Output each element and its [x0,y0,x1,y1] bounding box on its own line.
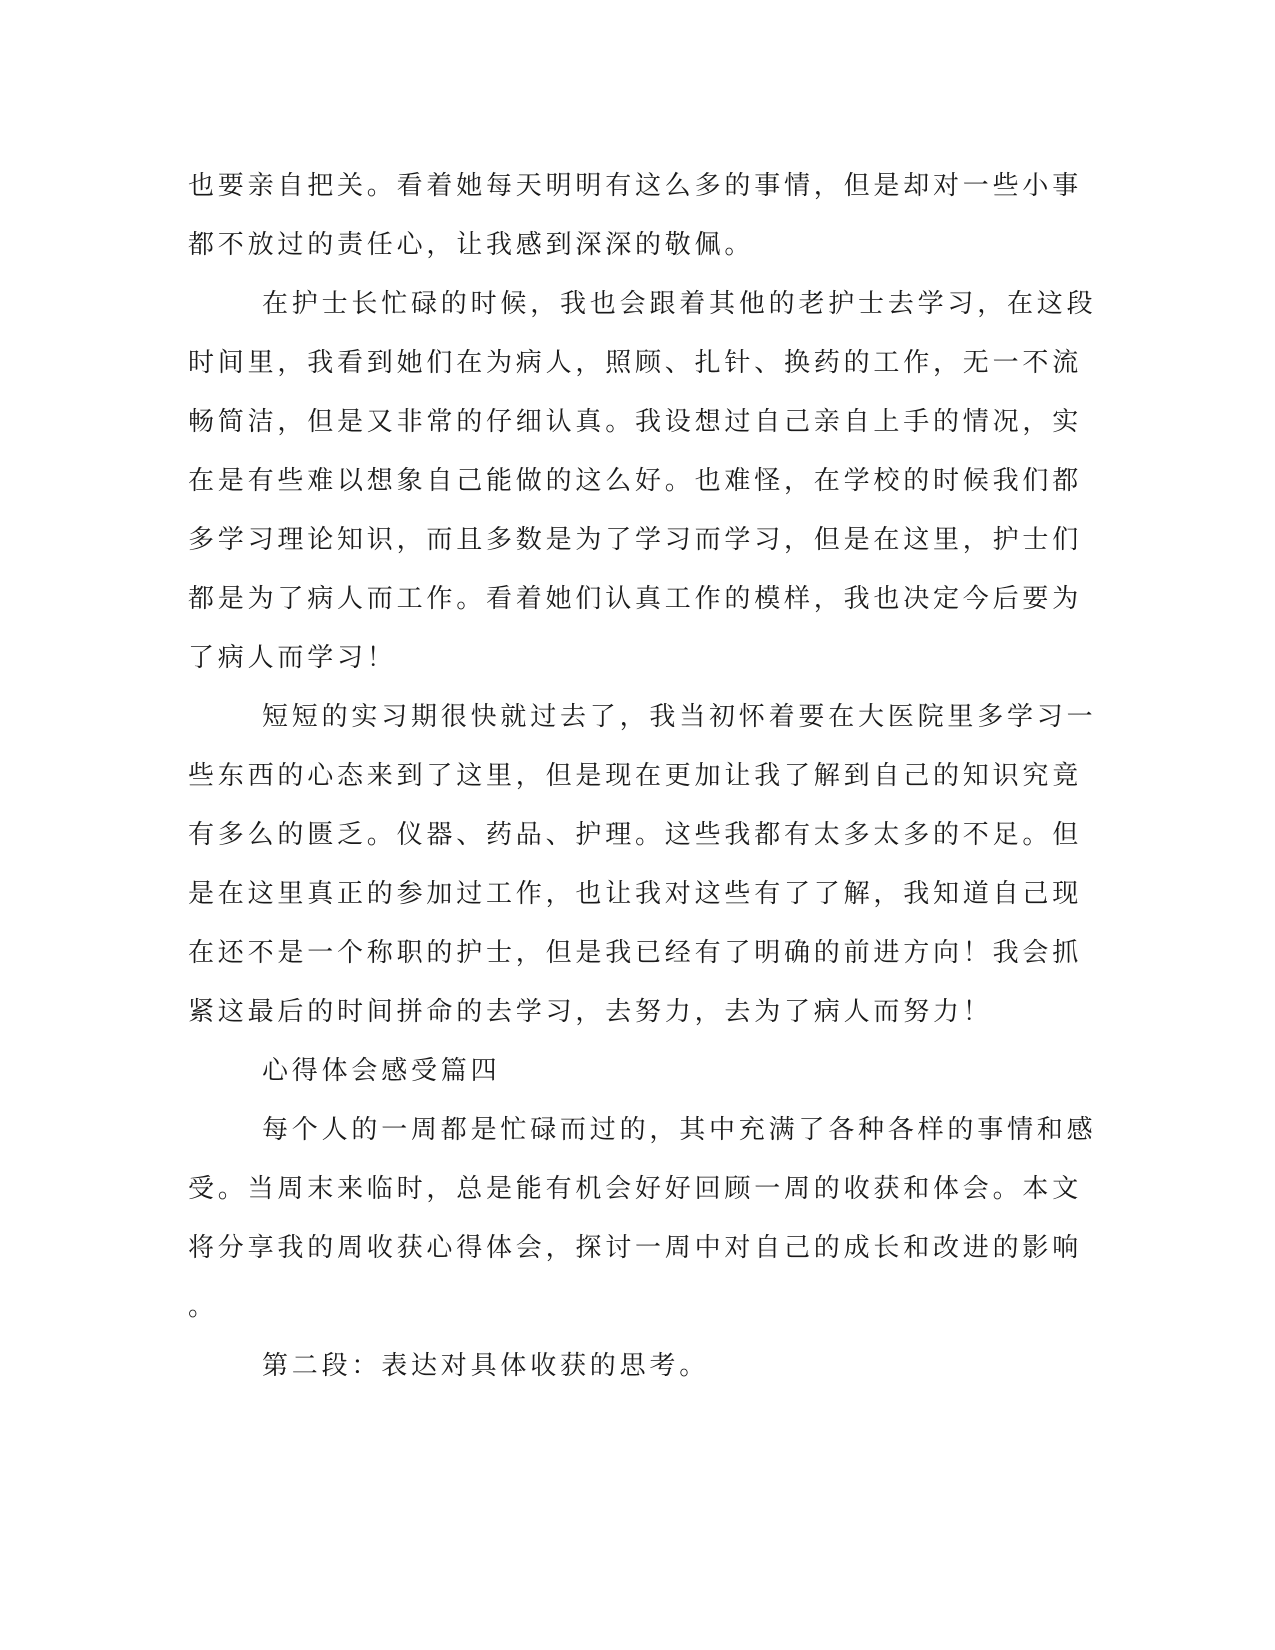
paragraph-line: 了病人而学习！ [188,643,397,673]
paragraph-line: 。 [188,1292,218,1322]
paragraph-line: 是在这里真正的参加过工作，也让我对这些有了了解，我知道自己现 [188,879,1083,909]
section-heading: 心得体会感受篇四 [262,1056,501,1086]
paragraph-line: 在是有些难以想象自己能做的这么好。也难怪，在学校的时候我们都 [188,466,1083,496]
paragraph-line: 受。当周末来临时，总是能有机会好好回顾一周的收获和体会。本文 [188,1174,1083,1204]
paragraph-line: 将分享我的周收获心得体会，探讨一周中对自己的成长和改进的影响 [188,1233,1083,1263]
paragraph-line: 在还不是一个称职的护士，但是我已经有了明确的前进方向！我会抓 [188,938,1083,968]
paragraph-line: 时间里，我看到她们在为病人，照顾、扎针、换药的工作，无一不流 [188,348,1083,378]
paragraph-line: 都是为了病人而工作。看着她们认真工作的模样，我也决定今后要为 [188,584,1083,614]
paragraph-line: 有多么的匮乏。仪器、药品、护理。这些我都有太多太多的不足。但 [188,820,1083,850]
paragraph-line: 短短的实习期很快就过去了，我当初怀着要在大医院里多学习一 [262,702,1097,732]
paragraph-line: 第二段：表达对具体收获的思考。 [262,1351,710,1381]
paragraph-line: 畅简洁，但是又非常的仔细认真。我设想过自己亲自上手的情况，实 [188,407,1083,437]
paragraph-line: 多学习理论知识，而且多数是为了学习而学习，但是在这里，护士们 [188,525,1083,555]
paragraph-line: 在护士长忙碌的时候，我也会跟着其他的老护士去学习，在这段 [262,289,1097,319]
paragraph-line: 都不放过的责任心，让我感到深深的敬佩。 [188,230,755,260]
paragraph-line: 每个人的一周都是忙碌而过的，其中充满了各种各样的事情和感 [262,1115,1097,1145]
paragraph-line: 也要亲自把关。看着她每天明明有这么多的事情，但是却对一些小事 [188,171,1083,201]
paragraph-line: 紧这最后的时间拼命的去学习，去努力，去为了病人而努力！ [188,997,993,1027]
paragraph-line: 些东西的心态来到了这里，但是现在更加让我了解到自己的知识究竟 [188,761,1083,791]
